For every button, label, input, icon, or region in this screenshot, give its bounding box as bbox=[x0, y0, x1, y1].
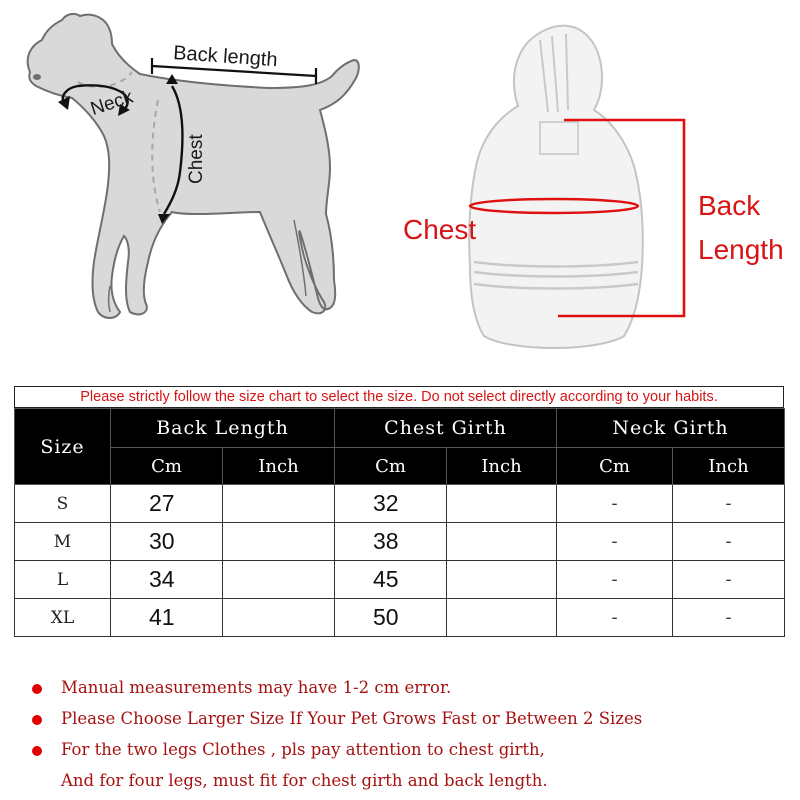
back-inch-header: Inch bbox=[223, 448, 335, 485]
back-cm-cell: 34 bbox=[111, 561, 223, 599]
table-row bbox=[15, 561, 785, 599]
dog-chest-label: Chest bbox=[186, 134, 207, 184]
neck-inch-cell: - bbox=[673, 523, 785, 561]
back-cm-cell: 27 bbox=[111, 485, 223, 523]
bullet-icon bbox=[32, 746, 42, 756]
table-row bbox=[15, 485, 785, 523]
neck-inch-cell: - bbox=[673, 561, 785, 599]
chest-girth-header: Chest Girth bbox=[335, 409, 557, 448]
chest-cm-cell: 45 bbox=[335, 561, 447, 599]
raincoat-measurement-illustration bbox=[390, 0, 800, 380]
list-item bbox=[32, 706, 792, 737]
chest-inch-cell bbox=[447, 523, 557, 561]
neck-inch-cell: - bbox=[673, 485, 785, 523]
bullet-icon bbox=[32, 684, 42, 694]
chest-inch-cell bbox=[447, 485, 557, 523]
back-inch-cell bbox=[223, 523, 335, 561]
back-length-header: Back Length bbox=[111, 409, 335, 448]
size-cell: S bbox=[15, 485, 111, 523]
bullet-icon bbox=[32, 715, 42, 725]
neck-cm-header: Cm bbox=[557, 448, 673, 485]
neck-inch-header: Inch bbox=[673, 448, 785, 485]
back-cm-cell: 30 bbox=[111, 523, 223, 561]
dog-back-length-label: Back length bbox=[172, 42, 279, 72]
notes-list bbox=[32, 675, 792, 799]
table-unit-header-row bbox=[15, 448, 785, 485]
neck-cm-cell: - bbox=[557, 561, 673, 599]
back-cm-header: Cm bbox=[111, 448, 223, 485]
size-cell: XL bbox=[15, 599, 111, 637]
list-item bbox=[32, 768, 792, 799]
chest-inch-header: Inch bbox=[447, 448, 557, 485]
coat-chest-label: Chest bbox=[403, 214, 477, 245]
dog-neck-label: Neck bbox=[88, 86, 136, 120]
chest-cm-header: Cm bbox=[335, 448, 447, 485]
neck-inch-cell: - bbox=[673, 599, 785, 637]
size-column-header: Size bbox=[15, 409, 111, 485]
chest-cm-cell: 38 bbox=[335, 523, 447, 561]
coat-length-label: Length bbox=[698, 234, 784, 265]
neck-cm-cell: - bbox=[557, 485, 673, 523]
note-text: Please Choose Larger Size If Your Pet Grows Fast or Between 2 Sizes bbox=[61, 709, 643, 728]
back-cm-cell: 41 bbox=[111, 599, 223, 637]
neck-cm-cell: - bbox=[557, 599, 673, 637]
list-item bbox=[32, 737, 792, 768]
table-row bbox=[15, 599, 785, 637]
table-row bbox=[15, 523, 785, 561]
note-text: And for four legs, must fit for chest girth and back length. bbox=[61, 771, 548, 790]
chest-cm-cell: 32 bbox=[335, 485, 447, 523]
chest-inch-cell bbox=[447, 599, 557, 637]
note-text: For the two legs Clothes , pls pay attention to chest girth, bbox=[61, 740, 545, 759]
back-inch-cell bbox=[223, 561, 335, 599]
chest-inch-cell bbox=[447, 561, 557, 599]
size-chart-table bbox=[14, 408, 785, 637]
dog-measurement-illustration bbox=[0, 0, 400, 380]
neck-girth-header: Neck Girth bbox=[557, 409, 785, 448]
size-cell: M bbox=[15, 523, 111, 561]
size-cell: L bbox=[15, 561, 111, 599]
back-inch-cell bbox=[223, 599, 335, 637]
list-item bbox=[32, 675, 792, 706]
coat-back-label: Back bbox=[698, 190, 761, 221]
size-chart-notice: Please strictly follow the size chart to select the size. Do not select directly according to your habits. bbox=[14, 386, 784, 408]
back-inch-cell bbox=[223, 485, 335, 523]
chest-cm-cell: 50 bbox=[335, 599, 447, 637]
table-group-header-row bbox=[15, 409, 785, 448]
neck-cm-cell: - bbox=[557, 523, 673, 561]
note-text: Manual measurements may have 1-2 cm error. bbox=[61, 678, 452, 697]
